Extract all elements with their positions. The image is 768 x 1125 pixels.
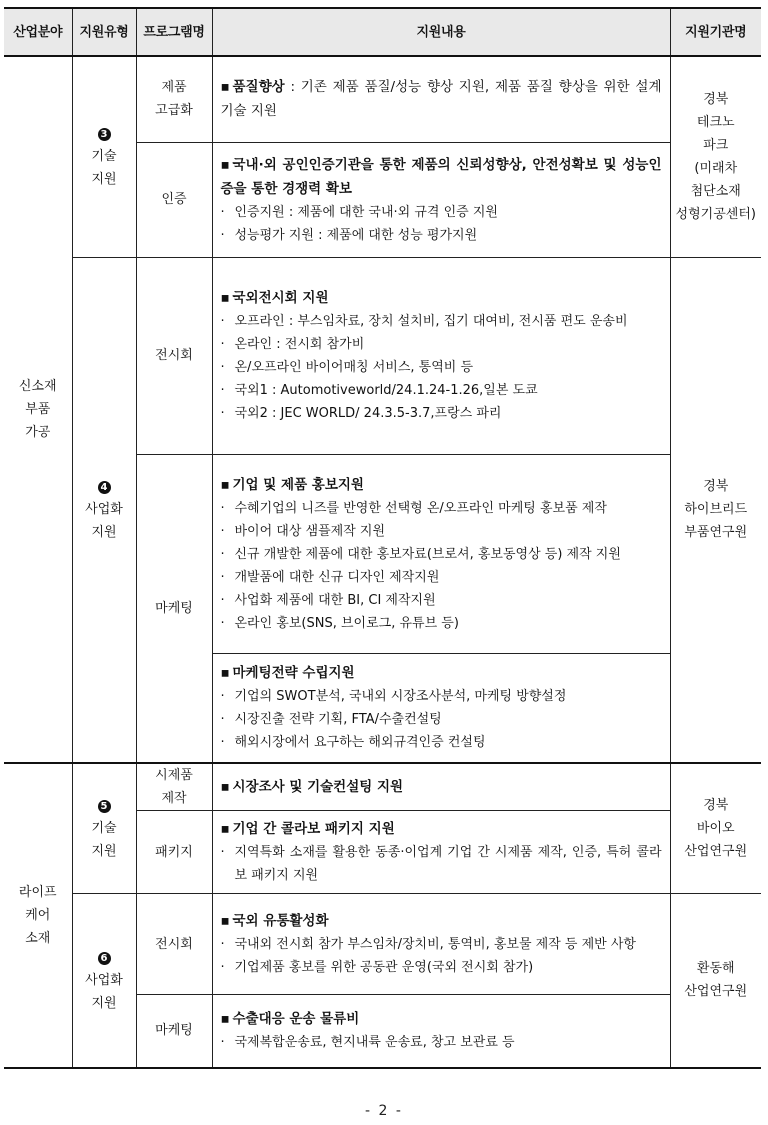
agency-name: 테크노 bbox=[696, 114, 735, 130]
middle-dot-bullet-icon: · bbox=[220, 845, 225, 860]
program-name: 전시회 bbox=[155, 936, 193, 952]
middle-dot-bullet-icon: · bbox=[220, 204, 225, 220]
square-bullet-icon: ▪ bbox=[220, 665, 230, 682]
content-heading bbox=[221, 153, 662, 201]
table-row bbox=[4, 763, 761, 811]
content-list-item bbox=[221, 201, 662, 224]
content-list-item bbox=[221, 310, 662, 333]
agency-cell bbox=[670, 257, 761, 763]
circled-number-badge: 3 bbox=[98, 128, 111, 141]
content-heading-text: 마케팅전략 수립지원 bbox=[232, 665, 355, 682]
circled-number-badge: 4 bbox=[98, 481, 111, 494]
support-type-number-wrap bbox=[73, 122, 136, 145]
industry-label: 소재 bbox=[25, 930, 51, 946]
industry-label: 신소재 bbox=[18, 379, 57, 394]
support-type-number-wrap bbox=[73, 946, 136, 969]
content-list-item-text: 지역특화 소재를 활용한 동종·이업계 기업 간 시제품 제작, 인증, 특허 콜라보 패키지 지원 bbox=[234, 845, 662, 883]
program-cell bbox=[136, 142, 212, 257]
agency-name: 하이브리드 bbox=[684, 502, 748, 518]
middle-dot-bullet-icon: · bbox=[220, 1035, 225, 1051]
support-type-label: 지원 bbox=[91, 995, 117, 1011]
content-list-item bbox=[221, 841, 662, 887]
circled-number-badge: 5 bbox=[98, 800, 111, 813]
content-heading-text: 품질향상 bbox=[232, 79, 285, 96]
content-list-item bbox=[221, 566, 662, 589]
agency-name: 바이오 bbox=[696, 821, 735, 836]
middle-dot-bullet-icon: · bbox=[220, 314, 225, 329]
square-bullet-icon: ▪ bbox=[220, 913, 230, 929]
support-type-cell bbox=[72, 763, 136, 894]
middle-dot-bullet-icon: · bbox=[220, 337, 225, 352]
content-heading-text: 수출대응 운송 물류비 bbox=[232, 1011, 360, 1028]
header-agency: 지원기관명 bbox=[670, 8, 761, 56]
table-header-row bbox=[4, 8, 761, 56]
content-heading bbox=[221, 75, 662, 123]
content-list-item-text: 개발품에 대한 신규 디자인 제작지원 bbox=[234, 569, 440, 585]
agency-name: 경북 bbox=[703, 479, 729, 495]
content-list-item-text: 국외2 : JEC WORLD/ 24.3.5-3.7,프랑스 파리 bbox=[234, 406, 502, 421]
content-list-item-text: 바이어 대상 샘플제작 지원 bbox=[234, 523, 386, 539]
square-bullet-icon: ▪ bbox=[220, 821, 230, 837]
middle-dot-bullet-icon: · bbox=[220, 523, 225, 539]
content-heading bbox=[221, 661, 662, 685]
program-cell bbox=[136, 454, 212, 763]
agency-cell bbox=[670, 894, 761, 1068]
agency-name: 부품연구원 bbox=[684, 525, 748, 541]
content-cell bbox=[212, 995, 670, 1068]
content-list-item-text: 온라인 : 전시회 참가비 bbox=[234, 337, 365, 352]
square-bullet-icon: ▪ bbox=[220, 156, 230, 173]
support-type-label: 지원 bbox=[91, 525, 117, 541]
header-program: 프로그램명 bbox=[136, 8, 212, 56]
content-list-item-text: 온/오프라인 바이어매칭 서비스, 통역비 등 bbox=[234, 360, 474, 375]
program-name: 패키지 bbox=[155, 844, 193, 860]
content-cell bbox=[212, 454, 670, 653]
industry-label: 케어 bbox=[25, 907, 51, 923]
content-heading-text: 국외 유통활성화 bbox=[232, 913, 329, 929]
content-list-item bbox=[221, 497, 662, 520]
content-list-item bbox=[221, 402, 662, 425]
content-heading bbox=[221, 775, 662, 799]
table-row bbox=[4, 56, 761, 142]
program-name: 인증 bbox=[161, 192, 187, 207]
content-list-item bbox=[221, 520, 662, 543]
program-cell bbox=[136, 763, 212, 811]
content-cell bbox=[212, 811, 670, 894]
content-list-item bbox=[221, 956, 662, 979]
content-heading bbox=[221, 473, 662, 497]
support-type-cell bbox=[72, 257, 136, 763]
content-list-item bbox=[221, 543, 662, 566]
support-type-label: 지원 bbox=[91, 172, 117, 188]
program-name: 시제품 bbox=[155, 768, 193, 783]
content-cell bbox=[212, 894, 670, 995]
agency-name: 첨단소재 bbox=[690, 183, 741, 199]
square-bullet-icon: ▪ bbox=[220, 79, 230, 96]
content-list-item-text: 수혜기업의 니즈를 반영한 선택형 온/오프라인 마케팅 홍보품 제작 bbox=[234, 500, 607, 516]
content-list-item bbox=[221, 1031, 662, 1054]
content-cell bbox=[212, 56, 670, 142]
content-heading bbox=[221, 909, 662, 933]
program-name: 제작 bbox=[161, 791, 187, 806]
content-list-item-text: 해외시장에서 요구하는 해외규격인증 컨설팅 bbox=[234, 735, 486, 751]
middle-dot-bullet-icon: · bbox=[220, 960, 225, 975]
content-list-item-text: 국제복합운송료, 현지내륙 운송료, 창고 보관료 등 bbox=[234, 1035, 515, 1051]
header-support-type: 지원유형 bbox=[72, 8, 136, 56]
content-heading bbox=[221, 286, 662, 310]
content-cell bbox=[212, 142, 670, 257]
middle-dot-bullet-icon: · bbox=[220, 689, 225, 705]
program-name: 전시회 bbox=[155, 348, 193, 363]
content-heading-text: 기업 간 콜라보 패키지 지원 bbox=[232, 821, 395, 837]
industry-cell bbox=[4, 763, 72, 1068]
content-list-item-text: 신규 개발한 제품에 대한 홍보자료(브로셔, 홍보동영상 등) 제작 지원 bbox=[234, 546, 621, 562]
program-cell bbox=[136, 894, 212, 995]
square-bullet-icon: ▪ bbox=[220, 779, 230, 795]
content-list-item bbox=[221, 685, 662, 708]
square-bullet-icon: ▪ bbox=[220, 1011, 230, 1028]
content-list-item-text: 인증지원 : 제품에 대한 국내·외 규격 인증 지원 bbox=[234, 204, 498, 220]
middle-dot-bullet-icon: · bbox=[220, 937, 225, 952]
program-cell bbox=[136, 995, 212, 1068]
content-list-item-text: 오프라인 : 부스임차료, 장치 설치비, 집기 대여비, 전시품 편도 운송비 bbox=[234, 314, 628, 329]
content-list-item-text: 시장진출 전략 기획, FTA/수출컨설팅 bbox=[234, 712, 442, 728]
content-list-item bbox=[221, 708, 662, 731]
content-list-item bbox=[221, 333, 662, 356]
support-program-table bbox=[4, 7, 761, 1069]
program-name: 마케팅 bbox=[155, 1023, 193, 1039]
content-list-item bbox=[221, 933, 662, 956]
agency-name: 성형기공센터) bbox=[675, 206, 756, 222]
content-list-item-text: 온라인 홍보(SNS, 브이로그, 유튜브 등) bbox=[234, 615, 459, 631]
industry-label: 라이프 bbox=[18, 884, 57, 900]
middle-dot-bullet-icon: · bbox=[220, 569, 225, 585]
industry-label: 부품 bbox=[25, 402, 51, 417]
middle-dot-bullet-icon: · bbox=[220, 360, 225, 375]
content-description: : 기존 제품 품질/성능 향상 지원, 제품 품질 향상을 위한 설계 기술 지원 bbox=[220, 79, 662, 120]
program-cell bbox=[136, 56, 212, 142]
table-body bbox=[4, 56, 761, 1068]
content-heading-text: 국내·외 공인인증기관을 통한 제품의 신뢰성향상, 안전성확보 및 성능인증을 통한 경쟁력 확보 bbox=[220, 156, 662, 197]
content-heading-text: 국외전시회 지원 bbox=[232, 290, 329, 306]
agency-name: (미래차 bbox=[694, 160, 738, 176]
middle-dot-bullet-icon: · bbox=[220, 712, 225, 728]
program-cell bbox=[136, 811, 212, 894]
content-heading bbox=[221, 817, 662, 841]
support-type-label: 사업화 bbox=[85, 972, 123, 988]
content-list-item bbox=[221, 379, 662, 402]
square-bullet-icon: ▪ bbox=[220, 290, 230, 306]
middle-dot-bullet-icon: · bbox=[220, 227, 225, 243]
middle-dot-bullet-icon: · bbox=[220, 383, 225, 398]
middle-dot-bullet-icon: · bbox=[220, 592, 225, 608]
content-list-item bbox=[221, 612, 662, 635]
support-type-number-wrap bbox=[73, 475, 136, 498]
table-row bbox=[4, 257, 761, 454]
circled-number-badge: 6 bbox=[98, 952, 111, 965]
content-cell bbox=[212, 653, 670, 763]
middle-dot-bullet-icon: · bbox=[220, 615, 225, 631]
content-list-item-text: 기업의 SWOT분석, 국내외 시장조사분석, 마케팅 방향설정 bbox=[234, 689, 567, 705]
header-industry: 산업분야 bbox=[4, 8, 72, 56]
industry-cell bbox=[4, 56, 72, 763]
content-list-item-text: 국외1 : Automotiveworld/24.1.24-1.26,일본 도쿄 bbox=[234, 383, 538, 398]
program-cell bbox=[136, 257, 212, 454]
program-name: 고급화 bbox=[155, 103, 193, 119]
content-list-item bbox=[221, 356, 662, 379]
content-list-item-text: 성능평가 지원 : 제품에 대한 성능 평가지원 bbox=[234, 227, 478, 243]
support-type-number-wrap bbox=[73, 794, 136, 817]
agency-cell bbox=[670, 56, 761, 257]
middle-dot-bullet-icon: · bbox=[220, 735, 225, 751]
page-number: - 2 - bbox=[365, 1103, 403, 1119]
table-row bbox=[4, 894, 761, 995]
program-name: 마케팅 bbox=[155, 600, 193, 616]
agency-name: 경북 bbox=[703, 798, 729, 813]
middle-dot-bullet-icon: · bbox=[220, 406, 225, 421]
industry-label: 가공 bbox=[25, 425, 51, 440]
content-list-item bbox=[221, 589, 662, 612]
agency-name: 파크 bbox=[703, 137, 729, 153]
support-type-cell bbox=[72, 894, 136, 1068]
agency-name: 환동해 bbox=[696, 961, 735, 977]
agency-name: 산업연구원 bbox=[684, 844, 748, 859]
content-cell bbox=[212, 763, 670, 811]
support-type-cell bbox=[72, 56, 136, 257]
program-name: 제품 bbox=[161, 80, 187, 96]
content-list-item-text: 사업화 제품에 대한 BI, CI 제작지원 bbox=[234, 592, 436, 608]
middle-dot-bullet-icon: · bbox=[220, 546, 225, 562]
content-heading bbox=[221, 1007, 662, 1031]
content-heading-text: 기업 및 제품 홍보지원 bbox=[232, 476, 364, 493]
support-type-label: 지원 bbox=[91, 844, 117, 859]
content-list-item-text: 국내외 전시회 참가 부스임차/장치비, 통역비, 홍보물 제작 등 제반 사항 bbox=[234, 937, 636, 952]
square-bullet-icon: ▪ bbox=[220, 476, 230, 493]
middle-dot-bullet-icon: · bbox=[220, 500, 225, 516]
header-content: 지원내용 bbox=[212, 8, 670, 56]
content-list-item bbox=[221, 224, 662, 247]
support-type-label: 사업화 bbox=[85, 502, 123, 518]
support-type-label: 기술 bbox=[91, 821, 117, 836]
content-heading-text: 시장조사 및 기술컨설팅 지원 bbox=[232, 779, 404, 795]
content-list-item-text: 기업제품 홍보를 위한 공동관 운영(국외 전시회 참가) bbox=[234, 960, 534, 975]
agency-name: 산업연구원 bbox=[684, 984, 748, 1000]
agency-name: 경북 bbox=[703, 91, 729, 107]
content-cell bbox=[212, 257, 670, 454]
support-type-label: 기술 bbox=[91, 149, 117, 165]
content-list-item bbox=[221, 731, 662, 754]
agency-cell bbox=[670, 763, 761, 894]
